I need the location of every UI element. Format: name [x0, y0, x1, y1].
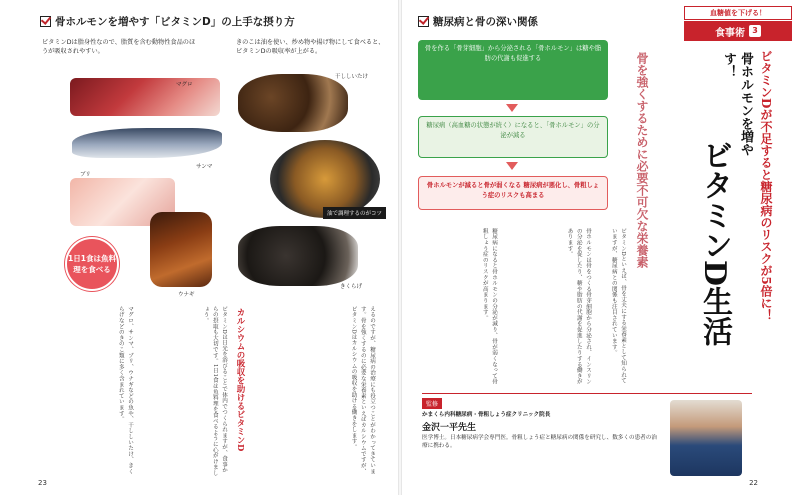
headline-red: ビタミンDが不足すると糖尿病のリスクが5倍に！: [759, 50, 773, 321]
dried-shiitake-image: [238, 74, 348, 132]
left-page: [0, 0, 398, 495]
kikurage-label: きくらげ: [340, 284, 363, 290]
flow-step-3: 骨ホルモンが減ると骨が弱くなる 糖尿病が悪化し、骨粗しょう症のリスクも高まる: [418, 176, 608, 210]
eel-image: [150, 212, 212, 287]
tuna-label: マグロ: [176, 82, 193, 88]
flow-step-1: 骨を作る「骨芽細胞」から分泌される「骨ホルモン」は糖や脂肪の代謝も促進する: [418, 40, 608, 100]
profile-affiliation: かまくら内科糖尿病・骨粗しょう症クリニック院長: [422, 412, 551, 418]
arrow-down-icon: [506, 162, 518, 170]
supervisor-profile: [422, 393, 752, 478]
body-column-3: マグロ、サンマ、ブリ、ウナギなどの魚や、干ししいたけ、きくらげなどのきのこ類に多く含まれています。: [117, 306, 133, 475]
body-column-3: 糖尿病になると骨ホルモンの分泌が減り、骨が弱くなって骨粗しょう症のリスクが高まります。: [481, 228, 497, 385]
doctor-photo: [670, 400, 742, 476]
yellowtail-label: ブリ: [80, 172, 91, 178]
saury-label: サンマ: [196, 164, 213, 170]
kikurage-image: [238, 226, 358, 286]
body-column-2: ビタミンDは日光を浴びることで体内でつくられますが、食事からの摂取も大切です。1日1食は魚料理を食べるように心がけましょう。: [202, 306, 227, 476]
sub-title-pink: 骨を強くするために必要不可欠な栄養素: [635, 52, 649, 268]
pot-caption: 油で調理するのがコツ: [323, 207, 386, 219]
arrow-down-icon: [506, 104, 518, 112]
body-column-1: えるのですが、糖尿病の治療にも役立つことがわかってきています。骨を強くするのに必要な栄養素といえばカルシウムですが、ビタミンDはカルシウムの吸収を助ける働きをします。: [350, 306, 375, 475]
main-title: ビタミンD生活: [697, 140, 732, 347]
tuna-image: [70, 78, 220, 116]
section-title-diabetes-bone: 糖尿病と骨の深い関係: [418, 14, 538, 29]
series-label: 食事術 3: [684, 21, 792, 41]
caption-mushroom: きのこは油を使い、炒め物や揚げ物にして食べると、ビタミンDの吸収率が上がる。: [236, 39, 385, 55]
profile-bio: 医学博士。日本糖尿病学会専門医。骨粗しょう症と糖尿病の関係を研究し、数多くの患者の治療に携わる。: [422, 435, 657, 449]
subhead-calcium: カルシウムの吸収を助けるビタミンD: [235, 308, 245, 452]
body-column-2: 骨ホルモンは骨をつくる骨芽細胞から分泌され、インスリンの分泌を促したり、糖や脂肪の代謝を促進したりする働きがあります。: [566, 228, 591, 385]
eel-label: ウナギ: [178, 292, 195, 298]
caption-fish: ビタミンDは脂身性なので、脂質を含む動物性食品のほうが吸収されやすい。: [42, 39, 196, 55]
flow-step-2: 糖尿病（高血糖の状態が続く）になると、「骨ホルモン」の分泌が減る: [418, 116, 608, 158]
page-number-right: 22: [749, 479, 758, 487]
checkbox-icon: [40, 16, 51, 27]
one-fish-meal-badge: 1日1食は魚料理を食べる: [65, 237, 119, 291]
page-number-left: 23: [38, 479, 47, 487]
profile-name: 金沢一平先生: [422, 423, 477, 433]
body-column-1: ビタミンDといえば、骨を丈夫にする栄養素として知られていますが、糖尿病との関係も注目されています。: [610, 228, 626, 384]
profile-tag: 監修: [422, 398, 442, 409]
section-title-vitamin-d: 骨ホルモンを増やす「ビタミンD」の上手な摂り方: [40, 14, 295, 29]
checkbox-icon: [418, 16, 429, 27]
saury-image: [72, 128, 222, 158]
series-tag: 血糖値を下げる！: [684, 6, 792, 20]
headline-black: 骨ホルモンを増やす！: [721, 52, 753, 156]
right-page: [402, 0, 800, 495]
shiitake-label: 干ししいたけ: [335, 74, 369, 80]
